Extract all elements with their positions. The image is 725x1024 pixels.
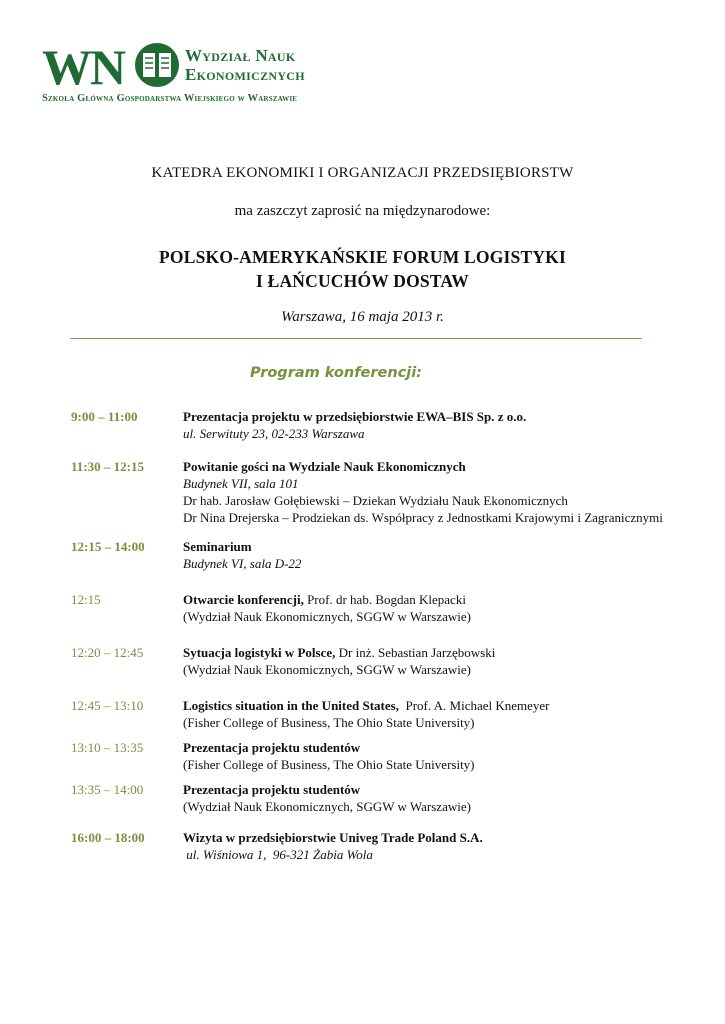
schedule-person: Dr Nina Drejerska – Prodziekan ds. Współpracy z Jednostkami Krajowymi i Zagranicznymi xyxy=(183,510,663,525)
schedule-time: 12:20 – 12:45 xyxy=(71,645,144,660)
schedule-title: Sytuacja logistyki w Polsce, xyxy=(183,645,336,660)
schedule-speaker: Prof. dr hab. Bogdan Klepacki xyxy=(303,592,466,607)
schedule-location: ul. Serwituty 23, 02-233 Warszawa xyxy=(183,426,365,441)
schedule-title: Seminarium xyxy=(183,539,252,554)
schedule-title: Wizyta w przedsiębiorstwie Univeg Trade Poland S.A. xyxy=(183,830,483,845)
department-heading: KATEDRA EKONOMIKI I ORGANIZACJI PRZEDSIĘBIORSTW xyxy=(151,165,574,181)
schedule-title: Prezentacja projektu studentów xyxy=(183,740,361,755)
place-date: Warszawa, 16 maja 2013 r. xyxy=(281,309,444,325)
schedule xyxy=(71,408,671,863)
schedule-title: Powitanie gości na Wydziale Nauk Ekonomicznych xyxy=(183,459,466,474)
schedule-title: Prezentacja projektu w przedsiębiorstwie EWA–BIS Sp. z o.o. xyxy=(183,409,527,424)
schedule-time: 12:45 – 13:10 xyxy=(71,698,144,713)
schedule-location: Budynek VII, sala 101 xyxy=(183,476,299,491)
schedule-item xyxy=(71,697,671,731)
schedule-item xyxy=(71,739,671,773)
schedule-time: 12:15 – 14:00 xyxy=(71,539,145,554)
schedule-time: 9:00 – 11:00 xyxy=(71,409,138,424)
schedule-affiliation: (Wydział Nauk Ekonomicznych, SGGW w Warszawie) xyxy=(183,662,471,677)
program-title: Program konferencji: xyxy=(250,365,422,381)
logo-subtitle: Szkoła Główna Gospodarstwa Wiejskiego w Warszawie xyxy=(42,93,298,104)
schedule-location: Budynek VI, sala D-22 xyxy=(183,556,302,571)
schedule-affiliation: (Wydział Nauk Ekonomicznych, SGGW w Warszawie) xyxy=(183,609,471,624)
invitation-text: ma zaszczyt zaprosić na międzynarodowe: xyxy=(234,203,491,219)
schedule-affiliation: (Wydział Nauk Ekonomicznych, SGGW w Warszawie) xyxy=(183,799,471,814)
book-emblem-icon xyxy=(134,42,180,88)
schedule-location: ul. Wiśniowa 1, 96-321 Żabia Wola xyxy=(183,847,373,862)
schedule-item xyxy=(71,538,671,572)
schedule-title: Logistics situation in the United States, xyxy=(183,698,399,713)
schedule-item xyxy=(71,458,671,526)
schedule-speaker: Dr inż. Sebastian Jarzębowski xyxy=(335,645,496,660)
schedule-affiliation: (Fisher College of Business, The Ohio State University) xyxy=(183,715,475,730)
schedule-item xyxy=(71,781,671,815)
forum-title-line1: POLSKO-AMERYKAŃSKIE FORUM LOGISTYKI xyxy=(159,247,566,267)
schedule-item xyxy=(71,829,671,863)
divider xyxy=(70,338,642,339)
schedule-item xyxy=(71,591,671,625)
forum-title xyxy=(0,245,725,293)
logo-title xyxy=(185,46,305,84)
schedule-time: 13:35 – 14:00 xyxy=(71,782,144,797)
schedule-affiliation: (Fisher College of Business, The Ohio State University) xyxy=(183,757,475,772)
logo-letters: WN xyxy=(42,39,125,95)
schedule-time: 12:15 xyxy=(71,592,101,607)
schedule-time: 11:30 – 12:15 xyxy=(71,459,144,474)
schedule-time: 16:00 – 18:00 xyxy=(71,830,145,845)
schedule-person: Dr hab. Jarosław Gołębiewski – Dziekan Wydziału Nauk Ekonomicznych xyxy=(183,493,568,508)
logo-title-line1: Wydział Nauk xyxy=(185,46,296,65)
schedule-item xyxy=(71,644,671,678)
faculty-logo xyxy=(42,40,342,110)
schedule-time: 13:10 – 13:35 xyxy=(71,740,144,755)
schedule-title: Otwarcie konferencji, xyxy=(183,592,304,607)
schedule-item xyxy=(71,408,671,442)
forum-title-line2: I ŁAŃCUCHÓW DOSTAW xyxy=(256,271,469,291)
schedule-speaker: Prof. A. Michael Knemeyer xyxy=(398,698,550,713)
logo-title-line2: Ekonomicznych xyxy=(185,65,305,84)
schedule-title: Prezentacja projektu studentów xyxy=(183,782,361,797)
